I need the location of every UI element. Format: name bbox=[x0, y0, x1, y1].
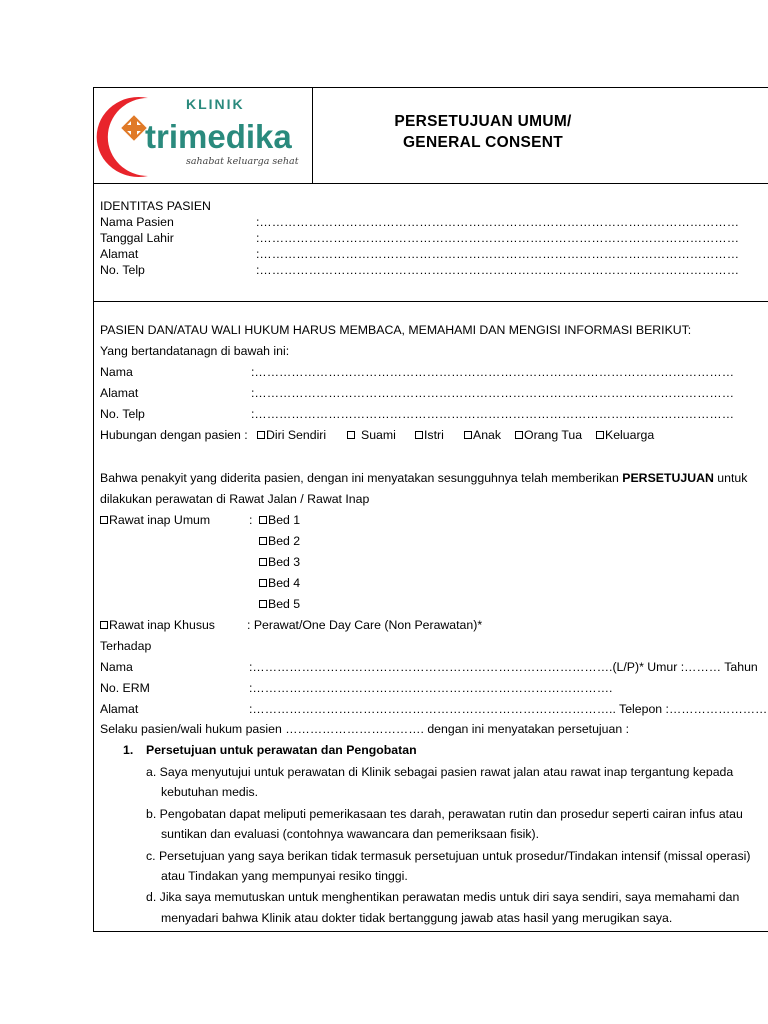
consent-item-c-cont: atau Tindakan yang mempunyai resiko tinggi. bbox=[161, 869, 408, 883]
relation-option-diri-sendiri[interactable]: Diri Sendiri bbox=[257, 428, 326, 443]
wali-alamat-field[interactable]: :……………………………………………………………………………………………………… bbox=[251, 386, 734, 400]
terhadap-label: Terhadap bbox=[100, 639, 152, 653]
checkbox[interactable] bbox=[259, 516, 267, 524]
instruction-text: PASIEN DAN/ATAU WALI HUKUM HARUS MEMBACA, MEMAHAMI DAN MENGISI INFORMASI BERIKUT: bbox=[100, 323, 692, 337]
pasien-alamat-field[interactable]: :…………………………………………………………………………….. Telepon :…………………… bbox=[249, 702, 768, 716]
field-label: Tanggal Lahir bbox=[100, 231, 174, 245]
field-label: Alamat bbox=[100, 247, 139, 261]
selaku-statement: Selaku pasien/wali hukum pasien ……………………………. dengan ini menyatakan persetujuan : bbox=[100, 722, 630, 736]
no-telp-field[interactable]: :……………………………………………………………………………………………………… bbox=[256, 263, 739, 277]
relation-option-istri[interactable]: Istri bbox=[415, 428, 444, 443]
field-label: No. Telp bbox=[100, 407, 145, 421]
divider bbox=[94, 183, 768, 184]
relation-option-keluarga[interactable]: Keluarga bbox=[596, 428, 654, 443]
point-number: 1. bbox=[123, 743, 134, 757]
alamat-field[interactable]: :……………………………………………………………………………………………………… bbox=[256, 247, 739, 261]
consent-item-a: a. Saya menyutujui untuk perawatan di Klinik sebagai pasien rawat jalan atau rawat inap tergantung kepada bbox=[146, 765, 734, 779]
wali-nama-field[interactable]: :……………………………………………………………………………………………………… bbox=[251, 365, 734, 379]
relation-label: Hubungan dengan pasien : bbox=[100, 428, 248, 442]
checkbox[interactable] bbox=[415, 431, 423, 439]
checkbox[interactable] bbox=[515, 431, 523, 439]
identitas-heading: IDENTITAS PASIEN bbox=[100, 199, 211, 213]
field-label: Alamat bbox=[100, 386, 139, 400]
relation-option-orang-tua[interactable]: Orang Tua bbox=[515, 428, 582, 443]
bed-option[interactable]: Bed 1 bbox=[259, 513, 300, 528]
svg-text:sahabat keluarga sehat: sahabat keluarga sehat bbox=[186, 156, 299, 167]
relation-option-suami[interactable]: Suami bbox=[347, 428, 396, 443]
consent-statement-cont: dilakukan perawatan di Rawat Jalan / Rawat Inap bbox=[100, 492, 370, 506]
consent-item-d-cont: menyadari bahwa Klinik atau dokter tidak bertanggung jawab atas hasil yang merugikan saya. bbox=[161, 911, 673, 925]
consent-statement: Bahwa penakyit yang diderita pasien, dengan ini menyatakan sesungguhnya telah memberikan PERSETUJUAN untuk bbox=[100, 471, 748, 485]
rawat-khusus-value: : Perawat/One Day Care (Non Perawatan)* bbox=[247, 618, 483, 632]
checkbox[interactable] bbox=[596, 431, 604, 439]
nama-pasien-field[interactable]: :……………………………………………………………………………………………………… bbox=[256, 215, 739, 229]
bed-option[interactable]: Bed 3 bbox=[259, 555, 300, 570]
bed-option[interactable]: Bed 5 bbox=[259, 597, 300, 612]
field-label: Nama bbox=[100, 660, 133, 674]
colon: : bbox=[249, 513, 253, 527]
checkbox[interactable] bbox=[259, 537, 267, 545]
relation-option-anak[interactable]: Anak bbox=[464, 428, 501, 443]
pasien-nama-field[interactable]: :…………………………………………………………………………….(L/P)* Umur :……… Tahun bbox=[249, 660, 758, 674]
checkbox[interactable] bbox=[100, 516, 108, 524]
rawat-inap-khusus-option[interactable]: Rawat inap Khusus bbox=[100, 618, 215, 633]
title-line-1: PERSETUJUAN UMUM/ bbox=[394, 113, 572, 130]
checkbox[interactable] bbox=[100, 621, 108, 629]
consent-item-b: b. Pengobatan dapat meliputi pemerikasaan tes darah, perawatan rutin dan prosedur seperti cairan infus atau bbox=[146, 807, 743, 821]
point-title: Persetujuan untuk perawatan dan Pengobatan bbox=[146, 743, 417, 757]
consent-item-a-cont: kebutuhan medis. bbox=[161, 785, 259, 799]
signed-below-text: Yang bertandatanagn di bawah ini: bbox=[100, 344, 290, 358]
checkbox[interactable] bbox=[257, 431, 265, 439]
svg-text:KLINIK: KLINIK bbox=[186, 96, 245, 112]
title-line-2: GENERAL CONSENT bbox=[402, 134, 564, 151]
consent-item-c: c. Persetujuan yang saya berikan tidak termasuk persetujuan untuk prosedur/Tindakan intensif (missal operasi) bbox=[146, 849, 751, 863]
bed-option[interactable]: Bed 2 bbox=[259, 534, 300, 549]
rawat-inap-umum-option[interactable]: Rawat inap Umum bbox=[100, 513, 210, 528]
consent-item-b-cont: suntikan dan evaluasi (contohnya wawancara dan pemeriksaan fisik). bbox=[161, 827, 539, 841]
tanggal-lahir-field[interactable]: :……………………………………………………………………………………………………… bbox=[256, 231, 739, 245]
field-label: No. Telp bbox=[100, 263, 145, 277]
no-erm-field[interactable]: :……………………………………………………………………………. bbox=[249, 681, 613, 695]
field-label: Nama bbox=[100, 365, 133, 379]
checkbox[interactable] bbox=[259, 600, 267, 608]
bed-option[interactable]: Bed 4 bbox=[259, 576, 300, 591]
field-label: Alamat bbox=[100, 702, 139, 716]
field-label: Nama Pasien bbox=[100, 215, 174, 229]
consent-item-d: d. Jika saya memutuskan untuk menghentikan perawatan medis untuk diri saya sendiri, saya memahami dan bbox=[146, 890, 740, 904]
checkbox[interactable] bbox=[464, 431, 472, 439]
checkbox[interactable] bbox=[259, 558, 267, 566]
checkbox[interactable] bbox=[259, 579, 267, 587]
consent-form bbox=[93, 87, 768, 932]
field-label: No. ERM bbox=[100, 681, 150, 695]
svg-text:trimedika: trimedika bbox=[145, 118, 292, 155]
logo-cell bbox=[94, 88, 313, 183]
checkbox[interactable] bbox=[347, 431, 355, 439]
divider bbox=[94, 301, 768, 302]
klinik-trimedika-logo bbox=[94, 88, 312, 183]
document-title bbox=[312, 88, 768, 183]
wali-telp-field[interactable]: :……………………………………………………………………………………………………… bbox=[251, 407, 734, 421]
